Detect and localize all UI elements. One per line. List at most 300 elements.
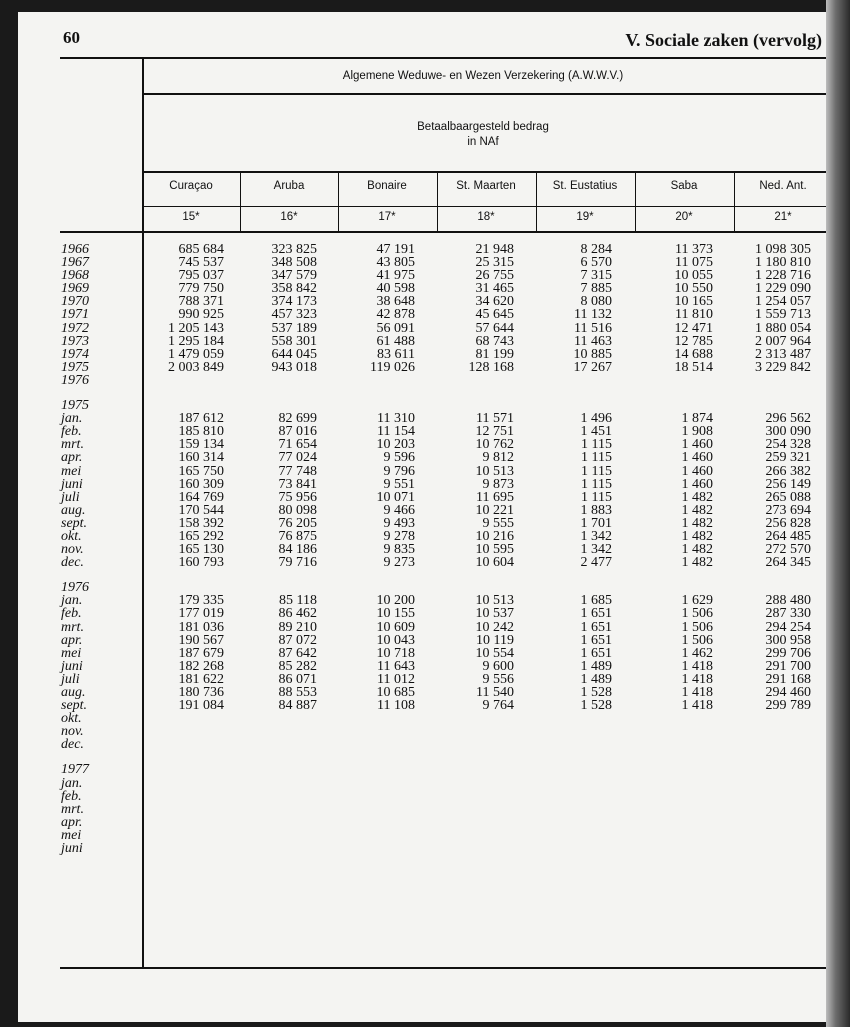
cell-value: 943 018 bbox=[271, 359, 317, 375]
cell-value: 79 716 bbox=[278, 555, 317, 571]
cell-value: 10 216 bbox=[475, 528, 514, 544]
cell-value: 191 084 bbox=[178, 698, 224, 714]
cell-value: 1 482 bbox=[681, 502, 713, 518]
cell-value: 165 130 bbox=[178, 542, 224, 558]
cell-value: 1 115 bbox=[581, 489, 612, 505]
cell-value: 11 810 bbox=[675, 307, 713, 323]
row-spacer bbox=[0, 569, 826, 581]
cell-value: 87 642 bbox=[278, 645, 317, 661]
cell-value: 264 485 bbox=[765, 528, 811, 544]
cell-value: 1 098 305 bbox=[755, 242, 811, 257]
cell-value: 1 115 bbox=[581, 463, 612, 479]
cell-value: 10 537 bbox=[475, 606, 514, 622]
table-body bbox=[0, 243, 826, 855]
cell-value: 10 203 bbox=[376, 437, 415, 453]
row-label: feb. bbox=[61, 424, 82, 440]
cell-value: 10 513 bbox=[475, 593, 514, 609]
cell-value: 795 037 bbox=[178, 268, 224, 284]
cell-value: 558 301 bbox=[271, 333, 317, 349]
row-label: mei bbox=[61, 827, 82, 843]
cell-value: 300 958 bbox=[765, 632, 811, 648]
cell-value: 299 789 bbox=[765, 698, 811, 714]
cell-value: 1 489 bbox=[580, 658, 612, 674]
cell-value: 1 460 bbox=[681, 450, 713, 466]
row-label: nov. bbox=[61, 724, 84, 740]
cell-value: 11 075 bbox=[675, 255, 713, 271]
row-label: juli bbox=[61, 489, 80, 505]
cell-value: 299 706 bbox=[765, 645, 811, 661]
cell-value: 41 975 bbox=[376, 268, 415, 284]
cell-value: 8 080 bbox=[580, 294, 612, 310]
cell-value: 1 229 090 bbox=[755, 281, 811, 297]
rule-bottom bbox=[60, 967, 826, 969]
cell-value: 457 323 bbox=[271, 307, 317, 323]
cell-value: 160 309 bbox=[178, 476, 224, 492]
cell-value: 9 273 bbox=[383, 555, 415, 571]
cell-value: 57 644 bbox=[475, 320, 514, 336]
cell-value: 11 516 bbox=[574, 320, 612, 336]
cell-value: 84 887 bbox=[278, 698, 317, 714]
cell-value: 294 460 bbox=[765, 685, 811, 700]
table-row bbox=[0, 777, 826, 790]
column-header: St. Eustatius bbox=[552, 180, 618, 192]
column-divider bbox=[635, 172, 636, 232]
column-header: Ned. Ant. bbox=[759, 180, 807, 192]
cell-value: 119 026 bbox=[370, 359, 415, 375]
row-label: 1977 bbox=[61, 762, 89, 778]
table-row bbox=[0, 660, 826, 673]
cell-value: 1 180 810 bbox=[755, 255, 811, 271]
table-row bbox=[0, 738, 826, 751]
cell-value: 88 553 bbox=[278, 685, 317, 700]
cell-value: 11 108 bbox=[377, 698, 415, 714]
cell-value: 10 155 bbox=[376, 606, 415, 622]
table-row bbox=[0, 647, 826, 660]
rule-header-bottom bbox=[60, 231, 826, 233]
row-label: feb. bbox=[61, 788, 82, 804]
cell-value: 85 118 bbox=[279, 593, 317, 609]
cell-value: 1 462 bbox=[681, 645, 713, 661]
cell-value: 9 551 bbox=[383, 476, 415, 492]
table-row bbox=[0, 725, 826, 738]
cell-value: 87 072 bbox=[278, 632, 317, 648]
column-divider bbox=[734, 172, 735, 232]
cell-value: 9 556 bbox=[482, 671, 514, 687]
column-number: 19* bbox=[576, 211, 594, 223]
table-row bbox=[0, 634, 826, 647]
row-label: feb. bbox=[61, 606, 82, 622]
table-row bbox=[0, 842, 826, 855]
cell-value: 265 088 bbox=[765, 489, 811, 505]
cell-value: 259 321 bbox=[765, 450, 811, 466]
cell-value: 10 242 bbox=[475, 619, 514, 635]
cell-value: 1 479 059 bbox=[168, 346, 224, 362]
cell-value: 2 313 487 bbox=[755, 346, 811, 362]
cell-value: 1 908 bbox=[681, 424, 713, 440]
table-row bbox=[0, 607, 826, 620]
cell-value: 181 036 bbox=[178, 619, 224, 635]
row-label: sept. bbox=[61, 698, 88, 714]
cell-value: 9 596 bbox=[383, 450, 415, 466]
cell-value: 1 460 bbox=[681, 463, 713, 479]
table-subtitle bbox=[143, 120, 823, 150]
page-edge bbox=[826, 0, 850, 1027]
row-label: okt. bbox=[61, 711, 82, 727]
cell-value: 1 701 bbox=[580, 515, 612, 531]
table-row bbox=[0, 504, 826, 517]
cell-value: 287 330 bbox=[765, 606, 811, 622]
cell-value: 745 537 bbox=[178, 255, 224, 271]
column-number: 17* bbox=[378, 211, 396, 223]
cell-value: 537 189 bbox=[271, 320, 317, 336]
cell-value: 10 685 bbox=[376, 685, 415, 700]
cell-value: 323 825 bbox=[271, 242, 317, 257]
cell-value: 374 173 bbox=[271, 294, 317, 310]
cell-value: 266 382 bbox=[765, 463, 811, 479]
table-row bbox=[0, 803, 826, 816]
cell-value: 1 295 184 bbox=[168, 333, 224, 349]
cell-value: 73 841 bbox=[278, 476, 317, 492]
subtitle-line1: Betaalbaargesteld bedrag bbox=[417, 121, 549, 133]
cell-value: 187 679 bbox=[178, 645, 224, 661]
row-label: juli bbox=[61, 671, 80, 687]
cell-value: 1 418 bbox=[681, 671, 713, 687]
table-row bbox=[0, 699, 826, 712]
cell-value: 165 750 bbox=[178, 463, 224, 479]
table-row bbox=[0, 308, 826, 321]
row-label: 1975 bbox=[61, 398, 89, 414]
cell-value: 10 885 bbox=[573, 346, 612, 362]
row-label: mrt. bbox=[61, 619, 84, 635]
cell-value: 86 071 bbox=[278, 671, 317, 687]
cell-value: 7 885 bbox=[580, 281, 612, 297]
column-divider bbox=[240, 172, 241, 232]
cell-value: 1 651 bbox=[580, 645, 612, 661]
cell-value: 1 528 bbox=[580, 685, 612, 700]
column-header: Aruba bbox=[273, 180, 305, 192]
cell-value: 347 579 bbox=[271, 268, 317, 284]
cell-value: 1 482 bbox=[681, 515, 713, 531]
row-label: jan. bbox=[61, 593, 83, 609]
cell-value: 11 310 bbox=[377, 411, 415, 427]
cell-value: 12 471 bbox=[674, 320, 713, 336]
cell-value: 779 750 bbox=[178, 281, 224, 297]
page-number: 60 bbox=[63, 28, 80, 47]
cell-value: 254 328 bbox=[765, 437, 811, 453]
table-row bbox=[0, 790, 826, 803]
cell-value: 177 019 bbox=[178, 606, 224, 622]
cell-value: 1 205 143 bbox=[168, 320, 224, 336]
column-header: Bonaire bbox=[367, 180, 407, 192]
cell-value: 9 466 bbox=[383, 502, 415, 518]
row-label: mei bbox=[61, 463, 82, 479]
cell-value: 8 284 bbox=[580, 242, 612, 257]
cell-value: 11 540 bbox=[476, 685, 514, 700]
table-row bbox=[0, 517, 826, 530]
cell-value: 1 685 bbox=[580, 593, 612, 609]
cell-value: 288 480 bbox=[765, 593, 811, 609]
table-row bbox=[0, 361, 826, 374]
subtitle-line2: in NAf bbox=[467, 136, 499, 148]
cell-value: 14 688 bbox=[674, 346, 713, 362]
cell-value: 10 718 bbox=[376, 645, 415, 661]
row-label: 1970 bbox=[61, 294, 89, 310]
row-label: 1966 bbox=[61, 242, 89, 257]
cell-value: 7 315 bbox=[580, 268, 612, 284]
cell-value: 170 544 bbox=[178, 502, 224, 518]
cell-value: 1 418 bbox=[681, 698, 713, 714]
table-row bbox=[0, 374, 826, 387]
cell-value: 179 335 bbox=[178, 593, 224, 609]
cell-value: 294 254 bbox=[765, 619, 811, 635]
cell-value: 1 874 bbox=[681, 411, 713, 427]
table-row bbox=[0, 816, 826, 829]
row-label: jan. bbox=[61, 411, 83, 427]
cell-value: 26 755 bbox=[475, 268, 514, 284]
cell-value: 273 694 bbox=[765, 502, 811, 518]
table-row bbox=[0, 322, 826, 335]
cell-value: 10 119 bbox=[476, 632, 514, 648]
cell-value: 38 648 bbox=[376, 294, 415, 310]
cell-value: 181 622 bbox=[178, 671, 224, 687]
cell-value: 11 012 bbox=[377, 671, 415, 687]
cell-value: 85 282 bbox=[278, 658, 317, 674]
cell-value: 3 229 842 bbox=[755, 359, 811, 375]
cell-value: 1 528 bbox=[580, 698, 612, 714]
row-label: 1976 bbox=[61, 372, 89, 388]
cell-value: 2 007 964 bbox=[755, 333, 811, 349]
cell-value: 1 506 bbox=[681, 619, 713, 635]
cell-value: 45 645 bbox=[475, 307, 514, 323]
cell-value: 56 091 bbox=[376, 320, 415, 336]
cell-value: 291 168 bbox=[765, 671, 811, 687]
column-number: 20* bbox=[675, 211, 693, 223]
cell-value: 182 268 bbox=[178, 658, 224, 674]
table-row bbox=[0, 556, 826, 569]
cell-value: 86 462 bbox=[278, 606, 317, 622]
cell-value: 12 785 bbox=[674, 333, 713, 349]
cell-value: 1 506 bbox=[681, 632, 713, 648]
cell-value: 1 460 bbox=[681, 476, 713, 492]
cell-value: 187 612 bbox=[178, 411, 224, 427]
row-label: 1969 bbox=[61, 281, 89, 297]
cell-value: 11 373 bbox=[675, 242, 713, 257]
row-label: 1976 bbox=[61, 580, 89, 596]
column-number: 16* bbox=[280, 211, 298, 223]
cell-value: 1 883 bbox=[580, 502, 612, 518]
cell-value: 1 342 bbox=[580, 528, 612, 544]
cell-value: 10 165 bbox=[674, 294, 713, 310]
row-label: juni bbox=[61, 476, 83, 492]
cell-value: 2 003 849 bbox=[168, 359, 224, 375]
row-label: apr. bbox=[61, 632, 83, 648]
table-row bbox=[0, 763, 826, 776]
row-label: 1967 bbox=[61, 255, 89, 271]
cell-value: 10 550 bbox=[674, 281, 713, 297]
cell-value: 9 873 bbox=[482, 476, 514, 492]
cell-value: 1 651 bbox=[580, 619, 612, 635]
rule-column-numbers bbox=[143, 206, 826, 207]
row-label: 1973 bbox=[61, 333, 89, 349]
cell-value: 82 699 bbox=[278, 411, 317, 427]
table-row bbox=[0, 491, 826, 504]
cell-value: 71 654 bbox=[278, 437, 317, 453]
row-label: apr. bbox=[61, 450, 83, 466]
cell-value: 10 762 bbox=[475, 437, 514, 453]
cell-value: 256 828 bbox=[765, 515, 811, 531]
row-label: aug. bbox=[61, 685, 86, 700]
row-spacer bbox=[0, 387, 826, 399]
cell-value: 11 463 bbox=[574, 333, 612, 349]
row-label: 1968 bbox=[61, 268, 89, 284]
column-divider bbox=[437, 172, 438, 232]
rule-title bbox=[143, 93, 826, 95]
cell-value: 10 071 bbox=[376, 489, 415, 505]
cell-value: 10 604 bbox=[475, 555, 514, 571]
table-row bbox=[0, 829, 826, 842]
cell-value: 128 168 bbox=[468, 359, 514, 375]
cell-value: 1 254 057 bbox=[755, 294, 811, 310]
cell-value: 12 751 bbox=[475, 424, 514, 440]
cell-value: 10 554 bbox=[475, 645, 514, 661]
table-row bbox=[0, 465, 826, 478]
cell-value: 61 488 bbox=[376, 333, 415, 349]
cell-value: 190 567 bbox=[178, 632, 224, 648]
cell-value: 2 477 bbox=[580, 555, 612, 571]
cell-value: 87 016 bbox=[278, 424, 317, 440]
cell-value: 644 045 bbox=[271, 346, 317, 362]
column-number: 15* bbox=[182, 211, 200, 223]
cell-value: 9 764 bbox=[482, 698, 514, 714]
cell-value: 10 221 bbox=[475, 502, 514, 518]
cell-value: 10 513 bbox=[475, 463, 514, 479]
cell-value: 1 418 bbox=[681, 658, 713, 674]
cell-value: 11 571 bbox=[476, 411, 514, 427]
cell-value: 300 090 bbox=[765, 424, 811, 440]
cell-value: 9 600 bbox=[482, 658, 514, 674]
cell-value: 160 793 bbox=[178, 555, 224, 571]
cell-value: 11 154 bbox=[377, 424, 415, 440]
rule-columns-top bbox=[143, 171, 826, 173]
rule-top bbox=[60, 57, 826, 59]
row-label: juni bbox=[61, 658, 83, 674]
cell-value: 1 342 bbox=[580, 542, 612, 558]
row-label: mrt. bbox=[61, 801, 84, 817]
cell-value: 68 743 bbox=[475, 333, 514, 349]
cell-value: 77 024 bbox=[278, 450, 317, 466]
cell-value: 11 695 bbox=[476, 489, 514, 505]
cell-value: 10 609 bbox=[376, 619, 415, 635]
cell-value: 1 496 bbox=[580, 411, 612, 427]
cell-value: 9 796 bbox=[383, 463, 415, 479]
row-label: jan. bbox=[61, 775, 83, 791]
cell-value: 76 875 bbox=[278, 528, 317, 544]
cell-value: 272 570 bbox=[765, 542, 811, 558]
cell-value: 1 651 bbox=[580, 606, 612, 622]
table-row bbox=[0, 348, 826, 361]
row-label: sept. bbox=[61, 515, 88, 531]
cell-value: 42 878 bbox=[376, 307, 415, 323]
row-label: dec. bbox=[61, 737, 84, 753]
row-label: dec. bbox=[61, 555, 84, 571]
cell-value: 40 598 bbox=[376, 281, 415, 297]
row-label: juni bbox=[61, 841, 83, 857]
cell-value: 1 482 bbox=[681, 542, 713, 558]
cell-value: 80 098 bbox=[278, 502, 317, 518]
row-label: nov. bbox=[61, 542, 84, 558]
table-row bbox=[0, 478, 826, 491]
cell-value: 164 769 bbox=[178, 489, 224, 505]
row-label: apr. bbox=[61, 814, 83, 830]
cell-value: 9 278 bbox=[383, 528, 415, 544]
cell-value: 358 842 bbox=[271, 281, 317, 297]
cell-value: 1 460 bbox=[681, 437, 713, 453]
cell-value: 18 514 bbox=[674, 359, 713, 375]
table-row bbox=[0, 712, 826, 725]
column-header: St. Maarten bbox=[456, 180, 516, 192]
cell-value: 1 506 bbox=[681, 606, 713, 622]
cell-value: 1 482 bbox=[681, 555, 713, 571]
cell-value: 10 055 bbox=[674, 268, 713, 284]
cell-value: 9 493 bbox=[383, 515, 415, 531]
cell-value: 1 115 bbox=[581, 476, 612, 492]
cell-value: 75 956 bbox=[278, 489, 317, 505]
cell-value: 1 489 bbox=[580, 671, 612, 687]
row-label: 1974 bbox=[61, 346, 89, 362]
row-label: 1971 bbox=[61, 307, 89, 323]
cell-value: 1 651 bbox=[580, 632, 612, 648]
cell-value: 77 748 bbox=[278, 463, 317, 479]
column-number: 21* bbox=[774, 211, 792, 223]
cell-value: 43 805 bbox=[376, 255, 415, 271]
table-row bbox=[0, 621, 826, 634]
cell-value: 21 948 bbox=[475, 242, 514, 257]
table-title: Algemene Weduwe- en Wezen Verzekering (A.W.W.V.) bbox=[342, 70, 624, 82]
cell-value: 10 200 bbox=[376, 593, 415, 609]
cell-value: 10 595 bbox=[475, 542, 514, 558]
cell-value: 180 736 bbox=[178, 685, 224, 700]
cell-value: 256 149 bbox=[765, 476, 811, 492]
cell-value: 76 205 bbox=[278, 515, 317, 531]
cell-value: 685 684 bbox=[178, 242, 224, 257]
section-title: V. Sociale zaken (vervolg) bbox=[625, 30, 822, 50]
cell-value: 160 314 bbox=[178, 450, 224, 466]
cell-value: 348 508 bbox=[271, 255, 317, 271]
cell-value: 165 292 bbox=[178, 528, 224, 544]
column-divider bbox=[536, 172, 537, 232]
cell-value: 11 643 bbox=[377, 658, 415, 674]
cell-value: 264 345 bbox=[765, 555, 811, 571]
column-number: 18* bbox=[477, 211, 495, 223]
cell-value: 185 810 bbox=[178, 424, 224, 440]
cell-value: 1 482 bbox=[681, 528, 713, 544]
cell-value: 25 315 bbox=[475, 255, 514, 271]
cell-value: 47 191 bbox=[376, 242, 415, 257]
cell-value: 788 371 bbox=[178, 294, 224, 310]
cell-value: 1 629 bbox=[681, 593, 713, 609]
cell-value: 158 392 bbox=[178, 515, 224, 531]
row-label: 1972 bbox=[61, 320, 89, 336]
cell-value: 291 700 bbox=[765, 658, 811, 674]
cell-value: 34 620 bbox=[475, 294, 514, 310]
cell-value: 1 418 bbox=[681, 685, 713, 700]
cell-value: 83 611 bbox=[377, 346, 415, 362]
cell-value: 84 186 bbox=[278, 542, 317, 558]
cell-value: 89 210 bbox=[278, 619, 317, 635]
cell-value: 990 925 bbox=[178, 307, 224, 323]
cell-value: 17 267 bbox=[573, 359, 612, 375]
row-label: okt. bbox=[61, 528, 82, 544]
